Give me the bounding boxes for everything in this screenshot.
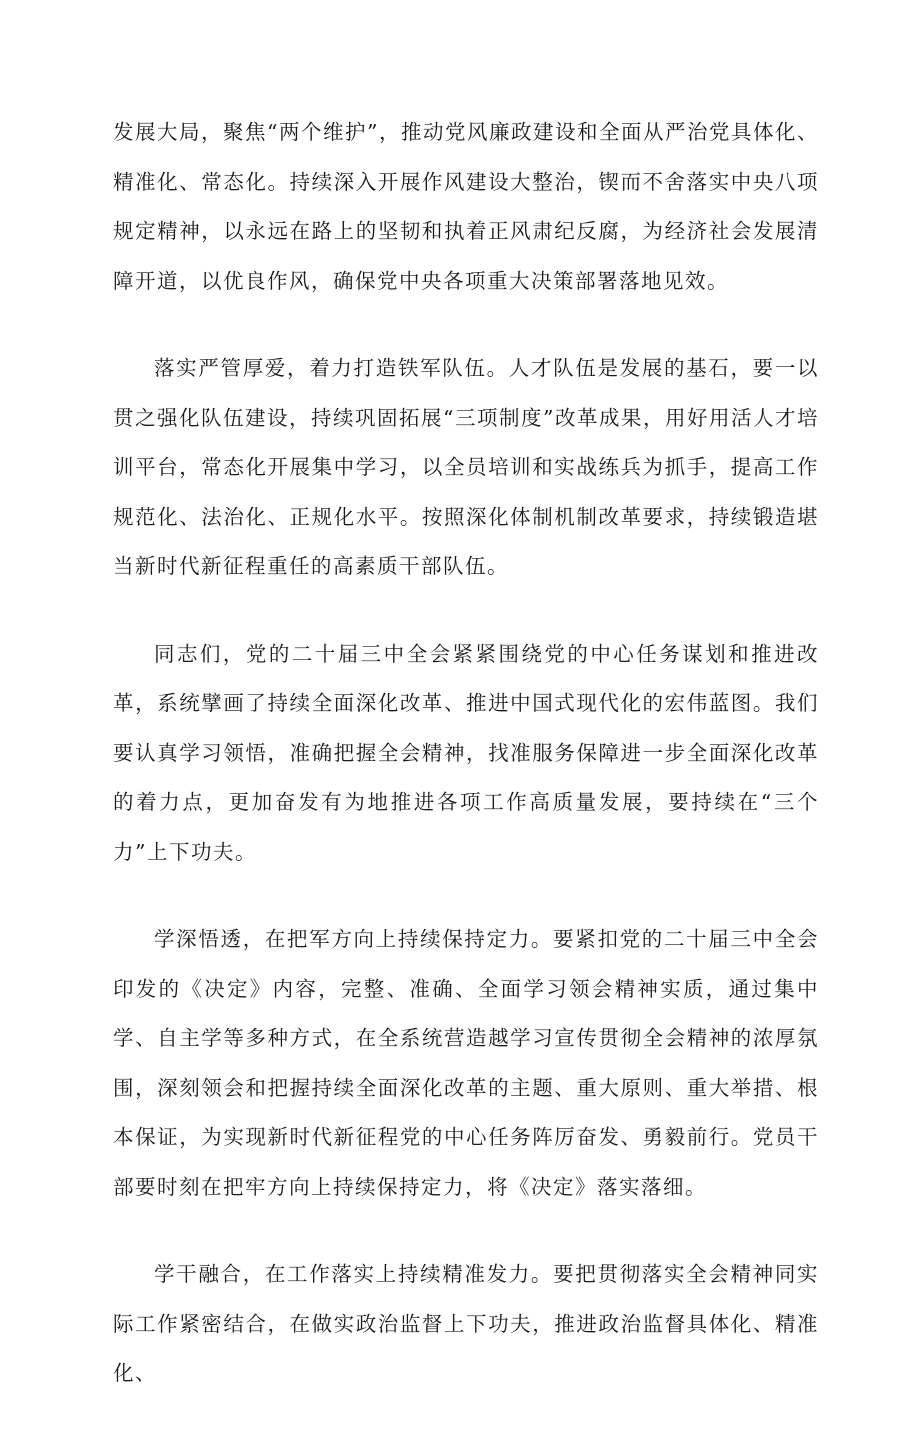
paragraph-4: 学深悟透，在把军方向上持续保持定力。要紧扣党的二十届三中全会印发的《决定》内容，完整、准确、全面学习领会精神实质，通过集中学、自主学等多种方式，在全系统营造越学习宣传贯彻全会精神的浓厚氛围，深刻领会和把握持续全面深化改革的主题、重大原则、重大举措、根本保证，为实现新时代新征程党的中心任务阵厉奋发、勇毅前行。党员干部要时刻在把牢方向上持续保持定力，将《决定》落实落细。	[113, 927, 819, 1199]
document-body	[113, 108, 819, 1437]
paragraph-1: 发展大局，聚焦“两个维护”，推动党风廉政建设和全面从严治党具体化、精准化、常态化。持续深入开展作风建设大整治，锲而不舍落实中央八项规定精神，以永远在路上的坚韧和执着正风肃纪反腐，为经济社会发展清障开道，以优良作风，确保党中央各项重大决策部署落地见效。	[113, 120, 819, 293]
paragraph-5: 学干融合，在工作落实上持续精准发力。要把贯彻落实全会精神同实际工作紧密结合，在做实政治监督上下功夫，推进政治监督具体化、精准化、	[113, 1262, 819, 1385]
paragraph-2: 落实严管厚爱，着力打造铁军队伍。人才队伍是发展的基石，要一以贯之强化队伍建设，持续巩固拓展“三项制度”改革成果，用好用活人才培训平台，常态化开展集中学习，以全员培训和实战练兵为抓手，提高工作规范化、法治化、正规化水平。按照深化体制机制改革要求，持续锻造堪当新时代新征程重任的高素质干部队伍。	[113, 356, 819, 578]
paragraph-3: 同志们，党的二十届三中全会紧紧围绕党的中心任务谋划和推进改革，系统擘画了持续全面深化改革、推进中国式现代化的宏伟蓝图。我们要认真学习领悟，准确把握全会精神，找准服务保障进一步全面深化改革的着力点，更加奋发有为地推进各项工作高质量发展，要持续在“三个力”上下功夫。	[113, 641, 819, 864]
